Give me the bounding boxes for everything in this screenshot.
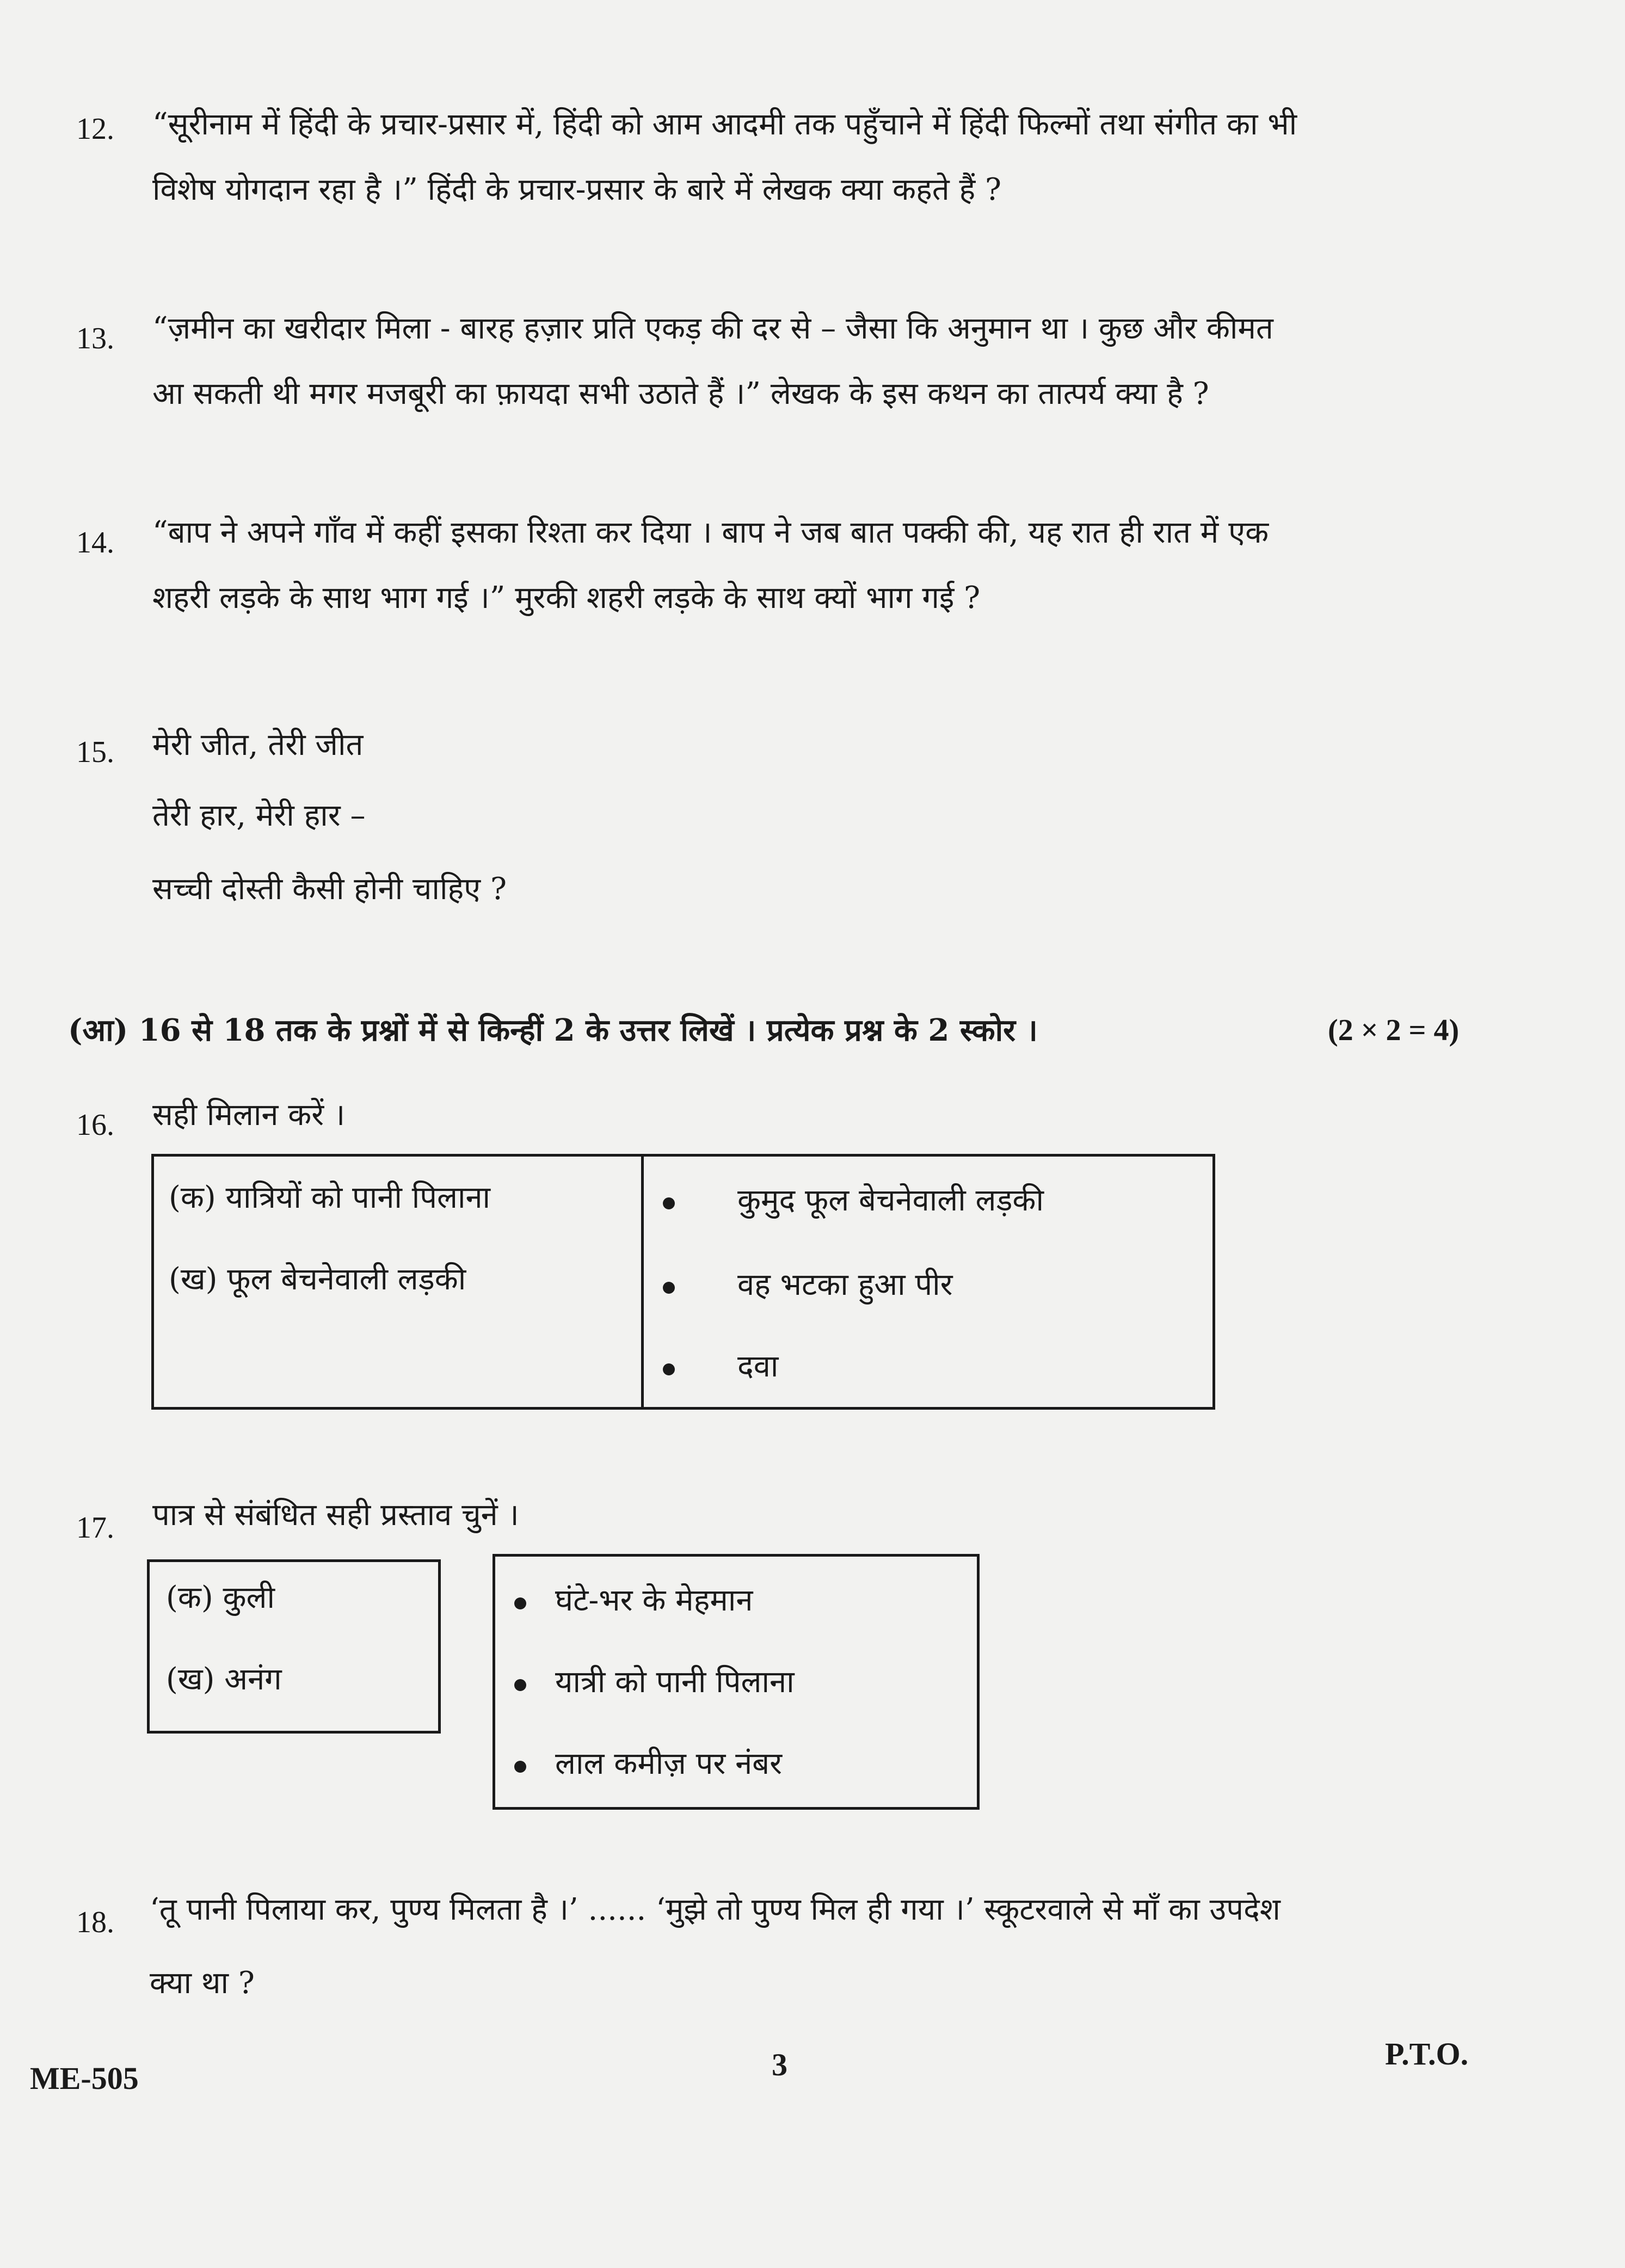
match-right-item: वह भटका हुआ पीर — [737, 1267, 953, 1302]
match-right-item: कुमुद फूल बेचनेवाली लड़की — [737, 1183, 1044, 1218]
bullet-icon — [514, 1597, 526, 1609]
paper-code: ME-505 — [30, 2061, 139, 2096]
question-number: 16. — [76, 1108, 114, 1142]
question-14-line-1: “बाप ने अपने गाँव में कहीं इसका रिश्ता कर दिया । बाप ने जब बात पक्की की, यह रात ही रात में एक — [152, 515, 1269, 550]
pto-label: P.T.O. — [1385, 2036, 1469, 2072]
question-number: 12. — [76, 112, 114, 146]
option-item: यात्री को पानी पिलाना — [555, 1664, 795, 1700]
question-14-line-2: शहरी लड़के के साथ भाग गई ।” मुरकी शहरी लड़के के साथ क्यों भाग गई ? — [152, 580, 981, 616]
option-item: लाल कमीज़ पर नंबर — [555, 1746, 783, 1781]
question-12-line-1: “सूरीनाम में हिंदी के प्रचार-प्रसार में, हिंदी को आम आदमी तक पहुँचाने में हिंदी फिल्मों तथा संगीत का भी — [152, 107, 1297, 142]
bullet-icon — [514, 1761, 526, 1773]
question-number: 13. — [76, 322, 114, 355]
question-13-line-2: आ सकती थी मगर मजबूरी का फ़ायदा सभी उठाते हैं ।” लेखक के इस कथन का तात्पर्य क्या है ? — [152, 376, 1209, 411]
question-15-line-1: मेरी जीत, तेरी जीत — [152, 727, 364, 763]
table-divider — [641, 1154, 644, 1410]
section-marks: (2 × 2 = 4) — [1328, 1013, 1460, 1047]
question-18-line-2: क्या था ? — [150, 1965, 255, 2001]
question-15-line-3: सच्ची दोस्ती कैसी होनी चाहिए ? — [152, 871, 507, 907]
page-number: 3 — [772, 2047, 787, 2082]
question-15-line-2: तेरी हार, मेरी हार – — [152, 798, 366, 833]
section-heading: (आ) 16 से 18 तक के प्रश्नों में से किन्हीं 2 के उत्तर लिखें । प्रत्येक प्रश्न के 2 स्कोर । — [68, 1012, 1038, 1048]
question-18-line-1: ‘तू पानी पिलाया कर, पुण्य मिलता है ।’ ...... ‘मुझे तो पुण्य मिल ही गया ।’ स्कूटरवाले से माँ का उपदेश — [150, 1892, 1281, 1927]
question-number: 15. — [76, 735, 114, 769]
question-number: 14. — [76, 526, 114, 560]
question-12-line-2: विशेष योगदान रहा है ।” हिंदी के प्रचार-प्रसार के बारे में लेखक क्या कहते हैं ? — [152, 172, 1002, 207]
match-left-item: (क) यात्रियों को पानी पिलाना — [169, 1180, 491, 1215]
question-17-prompt: पात्र से संबंधित सही प्रस्ताव चुनें । — [152, 1497, 519, 1533]
option-item: घंटे-भर के मेहमान — [555, 1583, 753, 1618]
character-item: (क) कुली — [166, 1580, 275, 1615]
character-item: (ख) अनंग — [166, 1662, 282, 1697]
question-13-line-1: “ज़मीन का खरीदार मिला - बारह हज़ार प्रति एकड़ की दर से – जैसा कि अनुमान था । कुछ और कीमत — [152, 311, 1273, 346]
question-number: 17. — [76, 1511, 114, 1545]
bullet-icon — [663, 1363, 675, 1375]
bullet-icon — [663, 1282, 675, 1294]
bullet-icon — [514, 1679, 526, 1691]
bullet-icon — [663, 1197, 675, 1209]
match-right-item: दवा — [737, 1349, 779, 1384]
question-number: 18. — [76, 1906, 114, 1939]
question-16-prompt: सही मिलान करें । — [152, 1097, 346, 1133]
match-left-item: (ख) फूल बेचनेवाली लड़की — [169, 1262, 466, 1297]
